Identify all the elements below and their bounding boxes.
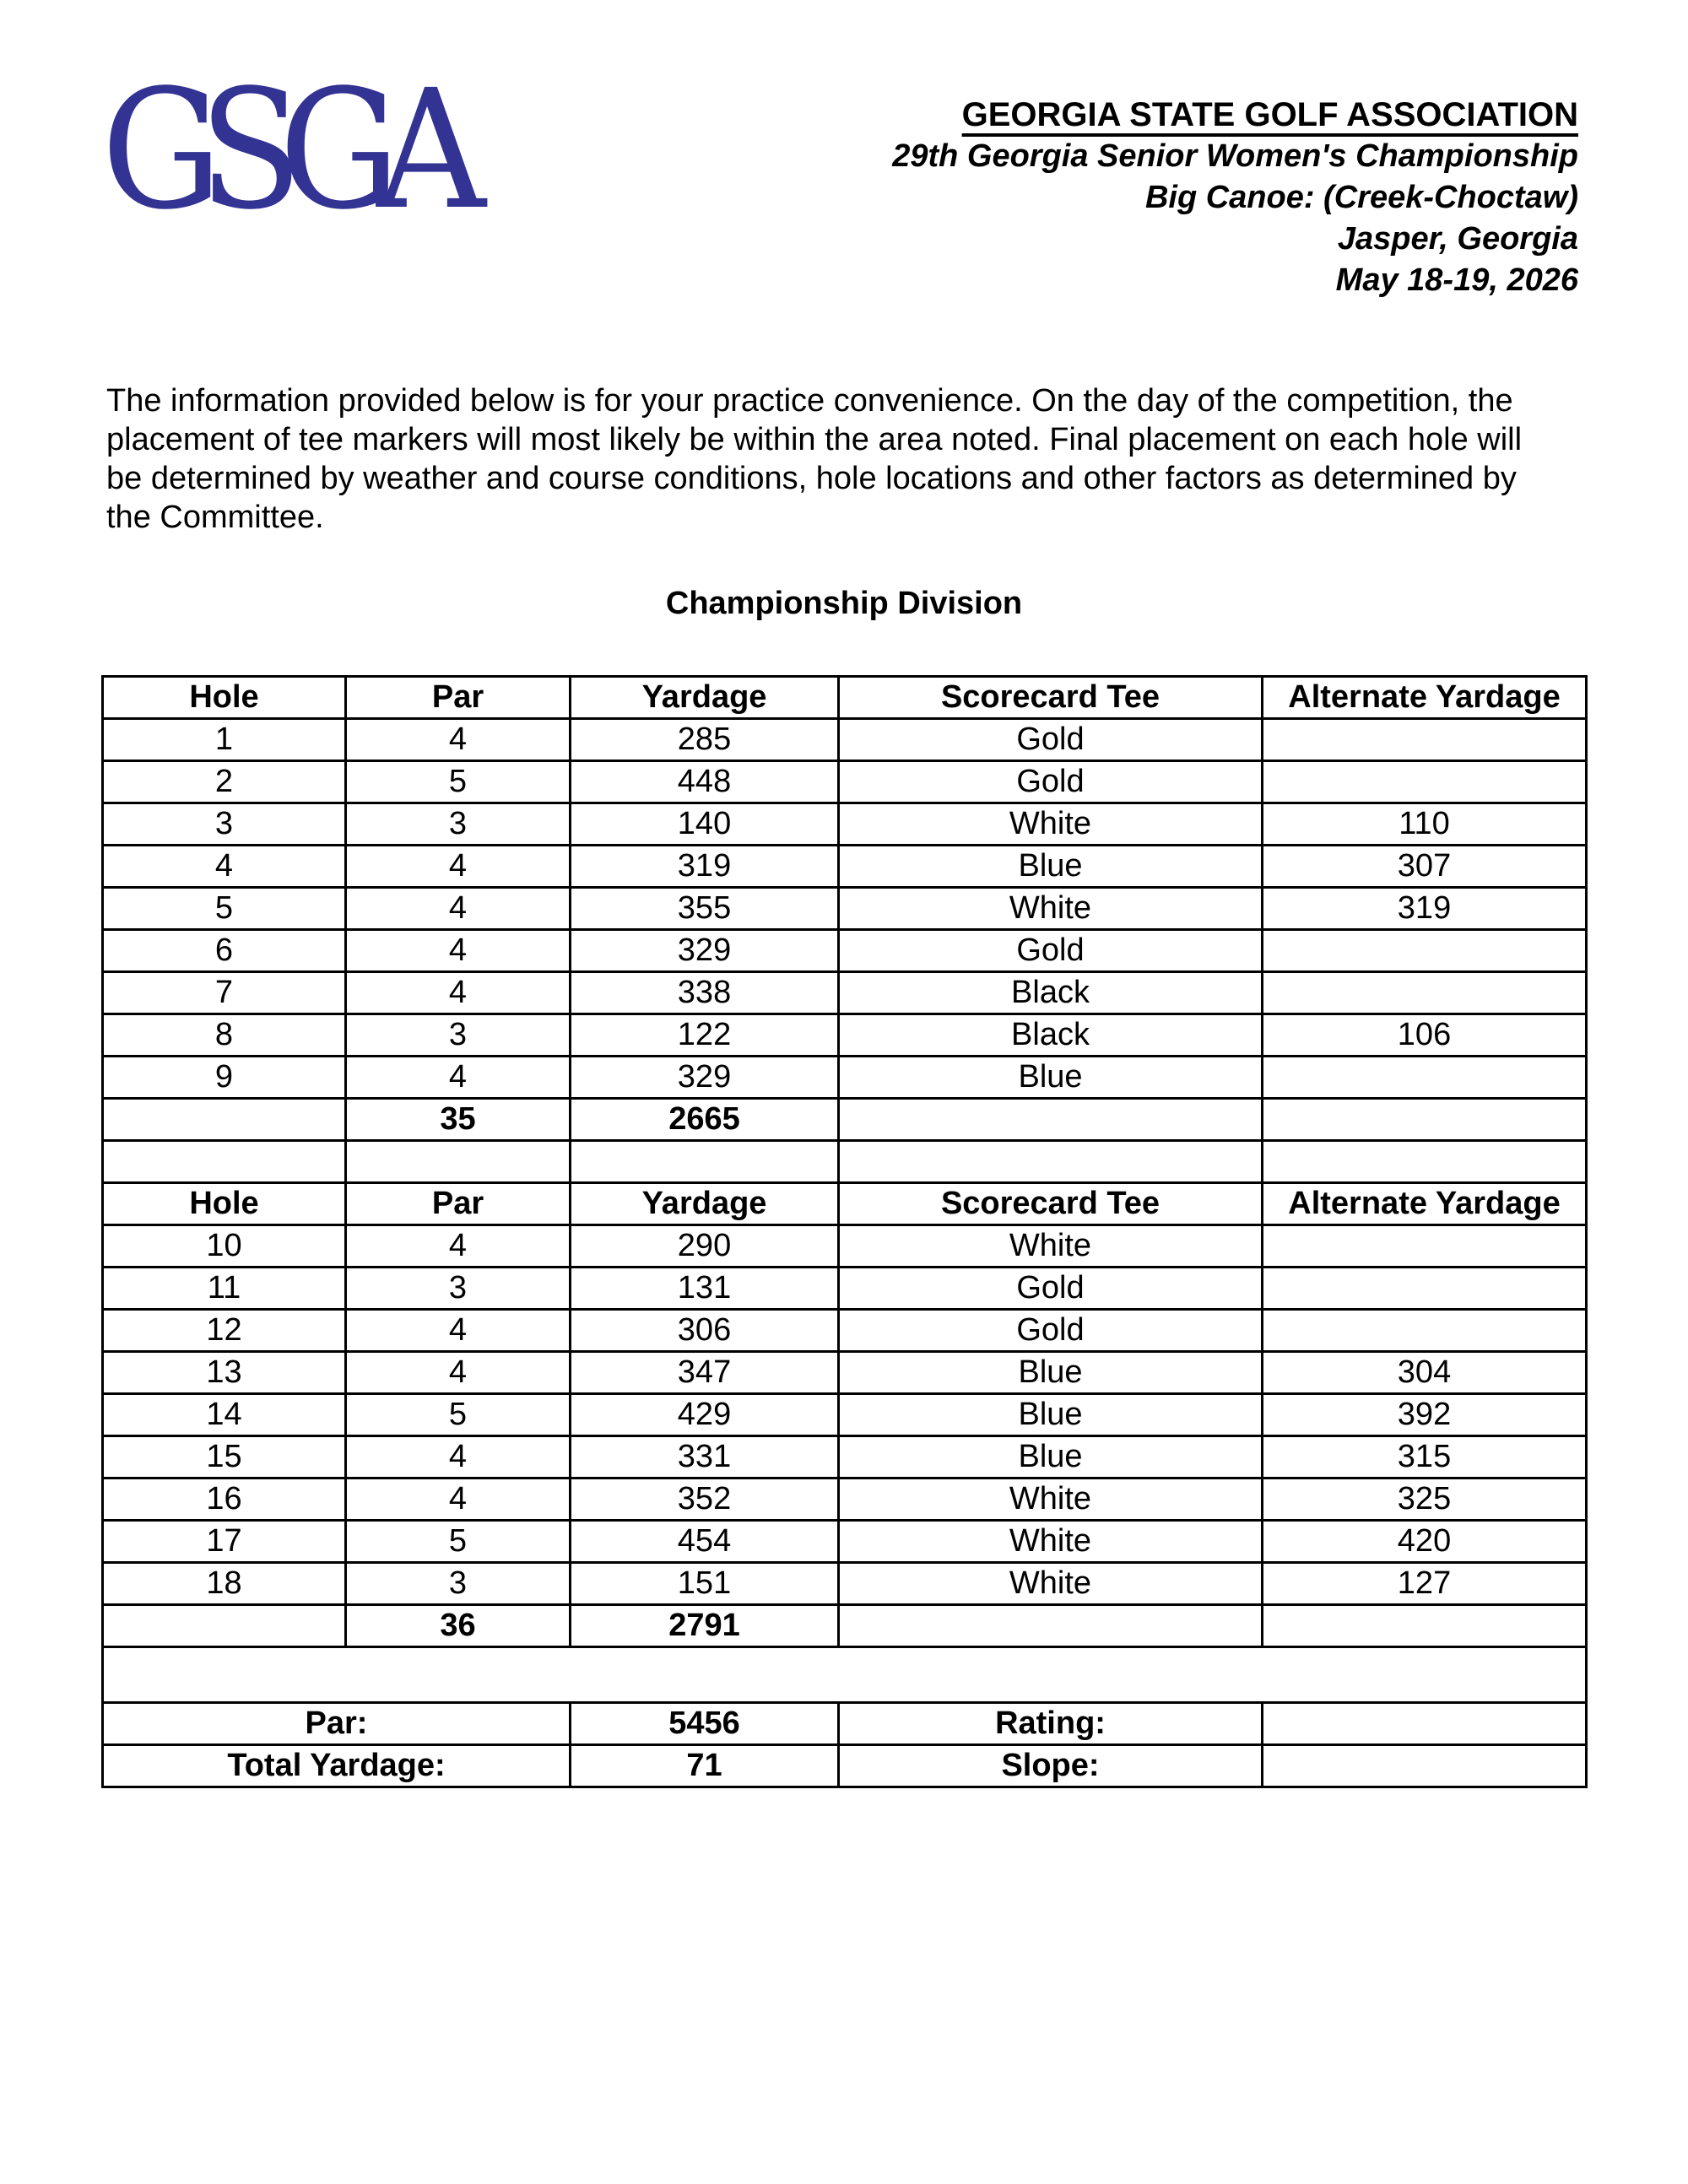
empty-cell: [103, 1099, 346, 1141]
hole-row: [103, 1521, 1587, 1563]
alt-yardage-cell: [1263, 761, 1587, 803]
yardage-cell: 290: [571, 1225, 839, 1268]
front-header-row: [103, 677, 1587, 719]
par-cell: 5: [346, 761, 571, 803]
alt-yardage-cell: 110: [1263, 803, 1587, 846]
empty-cell: [839, 1605, 1263, 1647]
hole-row: [103, 888, 1587, 930]
org-name: GEORGIA STATE GOLF ASSOCIATION: [961, 96, 1578, 133]
empty-cell: [1263, 1141, 1587, 1183]
alt-yardage-cell: [1263, 972, 1587, 1014]
empty-cell: [103, 1605, 346, 1647]
yardage-cell: 448: [571, 761, 839, 803]
tee-cell: Black: [839, 972, 1263, 1014]
division-title: Championship Division: [665, 586, 1023, 621]
tee-cell: Gold: [839, 930, 1263, 972]
alt-yardage-cell: [1263, 1057, 1587, 1099]
par-cell: 4: [346, 972, 571, 1014]
hole-cell: 5: [103, 888, 346, 930]
total-yardage-label: Total Yardage:: [103, 1745, 571, 1787]
tee-cell: Gold: [839, 1310, 1263, 1352]
yardage-cell: 131: [571, 1268, 839, 1310]
hole-row: [103, 1057, 1587, 1099]
alt-yardage-cell: 319: [1263, 888, 1587, 930]
yardage-cell: 331: [571, 1436, 839, 1479]
alt-yardage-cell: [1263, 719, 1587, 761]
total-yardage-value: 71: [571, 1745, 839, 1787]
par-cell: 5: [346, 1521, 571, 1563]
empty-cell: [571, 1141, 839, 1183]
empty-cell: [839, 1099, 1263, 1141]
par-cell: 3: [346, 1268, 571, 1310]
yardage-cell: 352: [571, 1479, 839, 1521]
col-header-scorecard-tee: Scorecard Tee: [839, 677, 1263, 719]
col-header-yardage: Yardage: [571, 1183, 839, 1225]
empty-cell: [103, 1647, 1587, 1703]
event-venue: Big Canoe: (Creek-Choctaw): [1144, 180, 1578, 215]
col-header-alternate-yardage: Alternate Yardage: [1263, 677, 1587, 719]
hole-row: [103, 761, 1587, 803]
hole-cell: 9: [103, 1057, 346, 1099]
tee-cell: Blue: [839, 1057, 1263, 1099]
col-header-alternate-yardage: Alternate Yardage: [1263, 1183, 1587, 1225]
empty-cell: [1263, 1099, 1587, 1141]
empty-cell: [103, 1141, 346, 1183]
col-header-par: Par: [346, 1183, 571, 1225]
hole-cell: 17: [103, 1521, 346, 1563]
par-cell: 4: [346, 1352, 571, 1394]
tee-cell: Gold: [839, 1268, 1263, 1310]
hole-cell: 13: [103, 1352, 346, 1394]
hole-cell: 18: [103, 1563, 346, 1605]
hole-row: [103, 1563, 1587, 1605]
intro-paragraph: The information provided below is for your practice convenience. On the day of the competition, the placement of tee markers will most likely be within the area noted. Final placement on each hole will be determined by weather and course conditions, hole locations and other factors as determined by the Committee.: [106, 383, 1523, 535]
gsga-logo: GSGA: [101, 54, 463, 246]
hole-cell: 11: [103, 1268, 346, 1310]
par-cell: 3: [346, 803, 571, 846]
alt-yardage-cell: 325: [1263, 1479, 1587, 1521]
front-total-row: [103, 1099, 1587, 1141]
front-total-yardage: 2665: [571, 1099, 839, 1141]
yardage-cell: 329: [571, 1057, 839, 1099]
yardage-cell: 329: [571, 930, 839, 972]
front-total-par: 35: [346, 1099, 571, 1141]
event-dates: May 18-19, 2026: [1335, 262, 1578, 298]
tee-cell: Blue: [839, 1394, 1263, 1436]
event-location: Jasper, Georgia: [1337, 221, 1578, 257]
rating-label: Rating:: [839, 1703, 1263, 1745]
hole-row: [103, 1352, 1587, 1394]
hole-cell: 1: [103, 719, 346, 761]
tee-cell: White: [839, 1563, 1263, 1605]
spacer-row: [103, 1141, 1587, 1183]
yardage-cell: 122: [571, 1014, 839, 1057]
tee-cell: Gold: [839, 761, 1263, 803]
empty-cell: [1263, 1605, 1587, 1647]
hole-row: [103, 1014, 1587, 1057]
slope-value: [1263, 1745, 1587, 1787]
par-cell: 4: [346, 888, 571, 930]
yardage-cell: 338: [571, 972, 839, 1014]
hole-row: [103, 972, 1587, 1014]
par-cell: 4: [346, 1436, 571, 1479]
col-header-scorecard-tee: Scorecard Tee: [839, 1183, 1263, 1225]
yardage-cell: 319: [571, 846, 839, 888]
event-header: [892, 95, 1578, 301]
yardage-cell: 140: [571, 803, 839, 846]
tee-cell: Blue: [839, 846, 1263, 888]
hole-cell: 4: [103, 846, 346, 888]
tee-cell: Black: [839, 1014, 1263, 1057]
hole-cell: 12: [103, 1310, 346, 1352]
summary-row-total-yardage: [103, 1745, 1587, 1787]
col-header-hole: Hole: [103, 1183, 346, 1225]
par-cell: 5: [346, 1394, 571, 1436]
yardage-cell: 306: [571, 1310, 839, 1352]
col-header-yardage: Yardage: [571, 677, 839, 719]
summary-row-par: [103, 1703, 1587, 1745]
par-value: 5456: [571, 1703, 839, 1745]
empty-cell: [346, 1141, 571, 1183]
hole-cell: 3: [103, 803, 346, 846]
hole-cell: 15: [103, 1436, 346, 1479]
hole-row: [103, 1436, 1587, 1479]
par-cell: 4: [346, 930, 571, 972]
yardage-cell: 151: [571, 1563, 839, 1605]
alt-yardage-cell: 420: [1263, 1521, 1587, 1563]
alt-yardage-cell: 315: [1263, 1436, 1587, 1479]
tee-cell: White: [839, 1225, 1263, 1268]
col-header-par: Par: [346, 677, 571, 719]
yardage-cell: 454: [571, 1521, 839, 1563]
alt-yardage-cell: 392: [1263, 1394, 1587, 1436]
back-total-par: 36: [346, 1605, 571, 1647]
alt-yardage-cell: [1263, 930, 1587, 972]
yardage-cell: 355: [571, 888, 839, 930]
tee-cell: Gold: [839, 719, 1263, 761]
tee-cell: White: [839, 803, 1263, 846]
alt-yardage-cell: [1263, 1268, 1587, 1310]
tee-cell: White: [839, 1479, 1263, 1521]
spacer-row-full: [103, 1647, 1587, 1703]
hole-cell: 8: [103, 1014, 346, 1057]
hole-row: [103, 719, 1587, 761]
hole-row: [103, 1394, 1587, 1436]
yardage-cell: 285: [571, 719, 839, 761]
par-cell: 4: [346, 719, 571, 761]
par-cell: 4: [346, 1057, 571, 1099]
yardage-table: [101, 675, 1588, 1788]
tee-cell: White: [839, 888, 1263, 930]
par-cell: 4: [346, 1225, 571, 1268]
alt-yardage-cell: [1263, 1225, 1587, 1268]
hole-row: [103, 1225, 1587, 1268]
par-label: Par:: [103, 1703, 571, 1745]
tee-cell: White: [839, 1521, 1263, 1563]
tee-cell: Blue: [839, 1352, 1263, 1394]
hole-row: [103, 930, 1587, 972]
alt-yardage-cell: 304: [1263, 1352, 1587, 1394]
hole-cell: 14: [103, 1394, 346, 1436]
slope-label: Slope:: [839, 1745, 1263, 1787]
hole-cell: 10: [103, 1225, 346, 1268]
empty-cell: [839, 1141, 1263, 1183]
hole-row: [103, 846, 1587, 888]
alt-yardage-cell: 307: [1263, 846, 1587, 888]
yardage-cell: 429: [571, 1394, 839, 1436]
tee-cell: Blue: [839, 1436, 1263, 1479]
alt-yardage-cell: 127: [1263, 1563, 1587, 1605]
event-name: 29th Georgia Senior Women's Championship: [892, 138, 1578, 174]
par-cell: 3: [346, 1014, 571, 1057]
back-total-yardage: 2791: [571, 1605, 839, 1647]
par-cell: 4: [346, 846, 571, 888]
hole-cell: 16: [103, 1479, 346, 1521]
hole-cell: 2: [103, 761, 346, 803]
alt-yardage-cell: [1263, 1310, 1587, 1352]
par-cell: 4: [346, 1479, 571, 1521]
rating-value: [1263, 1703, 1587, 1745]
hole-row: [103, 1310, 1587, 1352]
col-header-hole: Hole: [103, 677, 346, 719]
back-total-row: [103, 1605, 1587, 1647]
hole-cell: 6: [103, 930, 346, 972]
hole-row: [103, 803, 1587, 846]
alt-yardage-cell: 106: [1263, 1014, 1587, 1057]
par-cell: 3: [346, 1563, 571, 1605]
hole-cell: 7: [103, 972, 346, 1014]
yardage-cell: 347: [571, 1352, 839, 1394]
back-header-row: [103, 1183, 1587, 1225]
par-cell: 4: [346, 1310, 571, 1352]
hole-row: [103, 1268, 1587, 1310]
hole-row: [103, 1479, 1587, 1521]
